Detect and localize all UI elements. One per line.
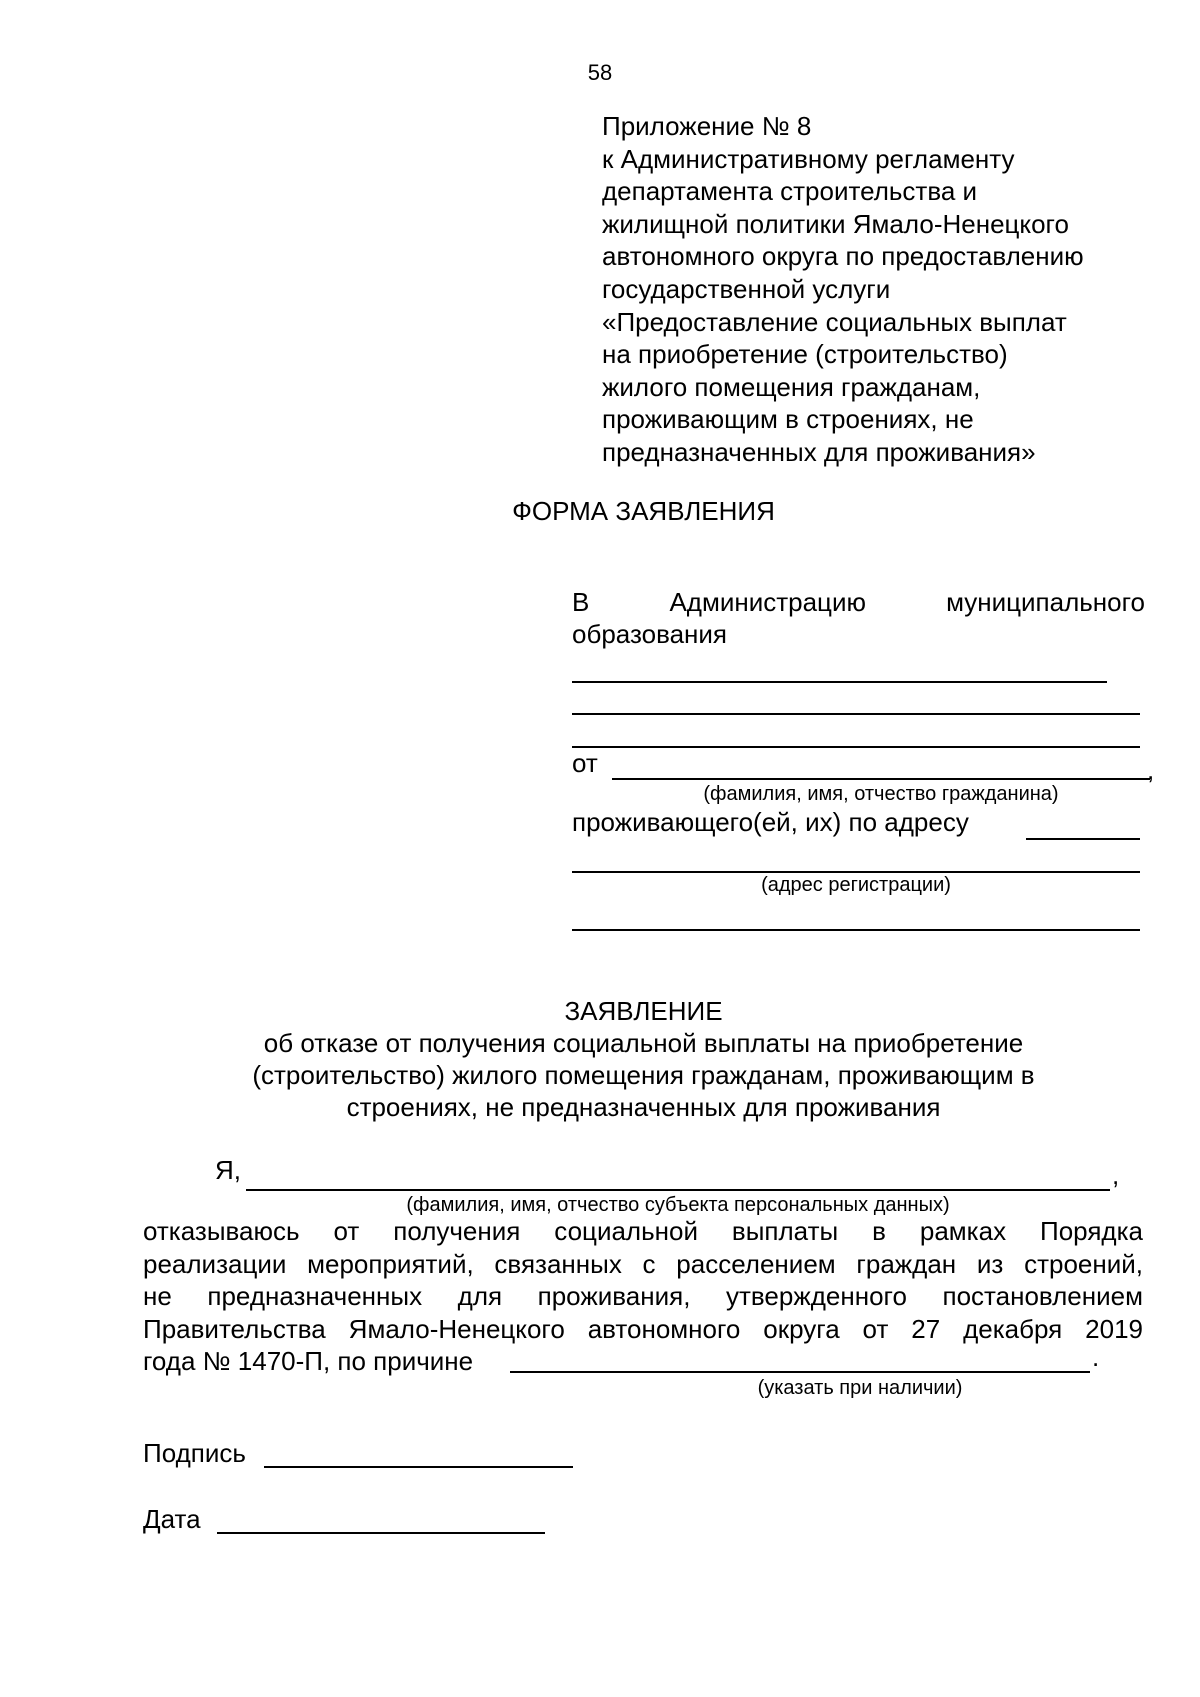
addressee-word: Администрацию (669, 587, 866, 617)
subject-name-line[interactable] (246, 1189, 1110, 1191)
appendix-line: автономного округа по предоставлению (602, 241, 1084, 272)
from-label: от (572, 748, 598, 778)
date-label: Дата (143, 1504, 201, 1534)
signature-line[interactable] (264, 1466, 573, 1468)
address-caption: (адрес регистрации) (761, 874, 951, 896)
ya-caption: (фамилия, имя, отчество субъекта персональных данных) (406, 1194, 950, 1216)
appendix-line: проживающим в строениях, не (602, 404, 974, 435)
appendix-line: к Административному регламенту (602, 143, 1015, 174)
body-line: реализации мероприятий, связанных с расселением граждан из строений, (143, 1248, 1143, 1279)
statement-subtitle-line: строениях, не предназначенных для проживания (346, 1092, 941, 1122)
address-line[interactable] (572, 929, 1140, 931)
appendix-line: Приложение № 8 (602, 111, 812, 141)
ya-comma: , (1112, 1160, 1120, 1190)
reason-period: . (1092, 1342, 1100, 1372)
from-name-line[interactable] (612, 778, 1150, 780)
statement-body (143, 1215, 1143, 1378)
body-line: Правительства Ямало-Ненецкого автономного округа от 27 декабря 2019 (143, 1313, 1143, 1344)
address-line[interactable] (1026, 838, 1140, 840)
page-number: 58 (587, 60, 613, 85)
residing-row (572, 806, 969, 838)
appendix-line: «Предоставление социальных выплат (602, 306, 1067, 337)
appendix-line: государственной услуги (602, 273, 891, 304)
municipality-line[interactable] (572, 713, 1140, 715)
appendix-line: предназначенных для проживания» (602, 436, 1036, 467)
statement-subtitle-line: об отказе от получения социальной выплаты на приобретение (263, 1028, 1024, 1058)
signature-row (143, 1438, 246, 1468)
statement-title-block (0, 995, 1200, 1123)
ya-label: Я, (215, 1155, 241, 1185)
from-comma: , (1147, 755, 1155, 785)
residing-label: проживающего(ей, их) по адресу (572, 807, 969, 837)
body-line: отказываюсь от получения социальной выплаты в рамках Порядка (143, 1216, 1143, 1246)
signature-label: Подпись (143, 1438, 246, 1468)
appendix-header (602, 110, 1162, 469)
addressee-line2: образования (572, 619, 728, 649)
form-title: ФОРМА ЗАЯВЛЕНИЯ (512, 496, 775, 526)
reason-label: года № 1470-П, по причине (143, 1346, 474, 1376)
date-row (143, 1504, 201, 1534)
body-line: не предназначенных для проживания, утвержденного постановлением (143, 1281, 1143, 1311)
statement-title: ЗАЯВЛЕНИЕ (564, 996, 723, 1026)
appendix-line: департамента строительства и (602, 176, 978, 207)
appendix-line: жилищной политики Ямало-Ненецкого (602, 208, 1069, 239)
appendix-line: жилого помещения гражданам, (602, 371, 981, 402)
from-caption: (фамилия, имя, отчество гражданина) (703, 783, 1059, 805)
statement-subtitle-line: (строительство) жилого помещения гражданам, проживающим в (252, 1060, 1035, 1090)
municipality-line[interactable] (572, 681, 1107, 683)
reason-caption: (указать при наличии) (757, 1377, 963, 1399)
municipality-line[interactable] (572, 746, 1140, 748)
appendix-line: на приобретение (строительство) (602, 339, 1008, 370)
addressee-word: муниципального (946, 587, 1145, 617)
ya-row (215, 1155, 241, 1185)
addressee-word: В (572, 587, 590, 617)
addressee-block (572, 586, 1145, 650)
reason-line[interactable] (510, 1371, 1090, 1373)
address-line[interactable] (572, 871, 1140, 873)
from-row (572, 748, 598, 778)
date-line[interactable] (217, 1532, 545, 1534)
